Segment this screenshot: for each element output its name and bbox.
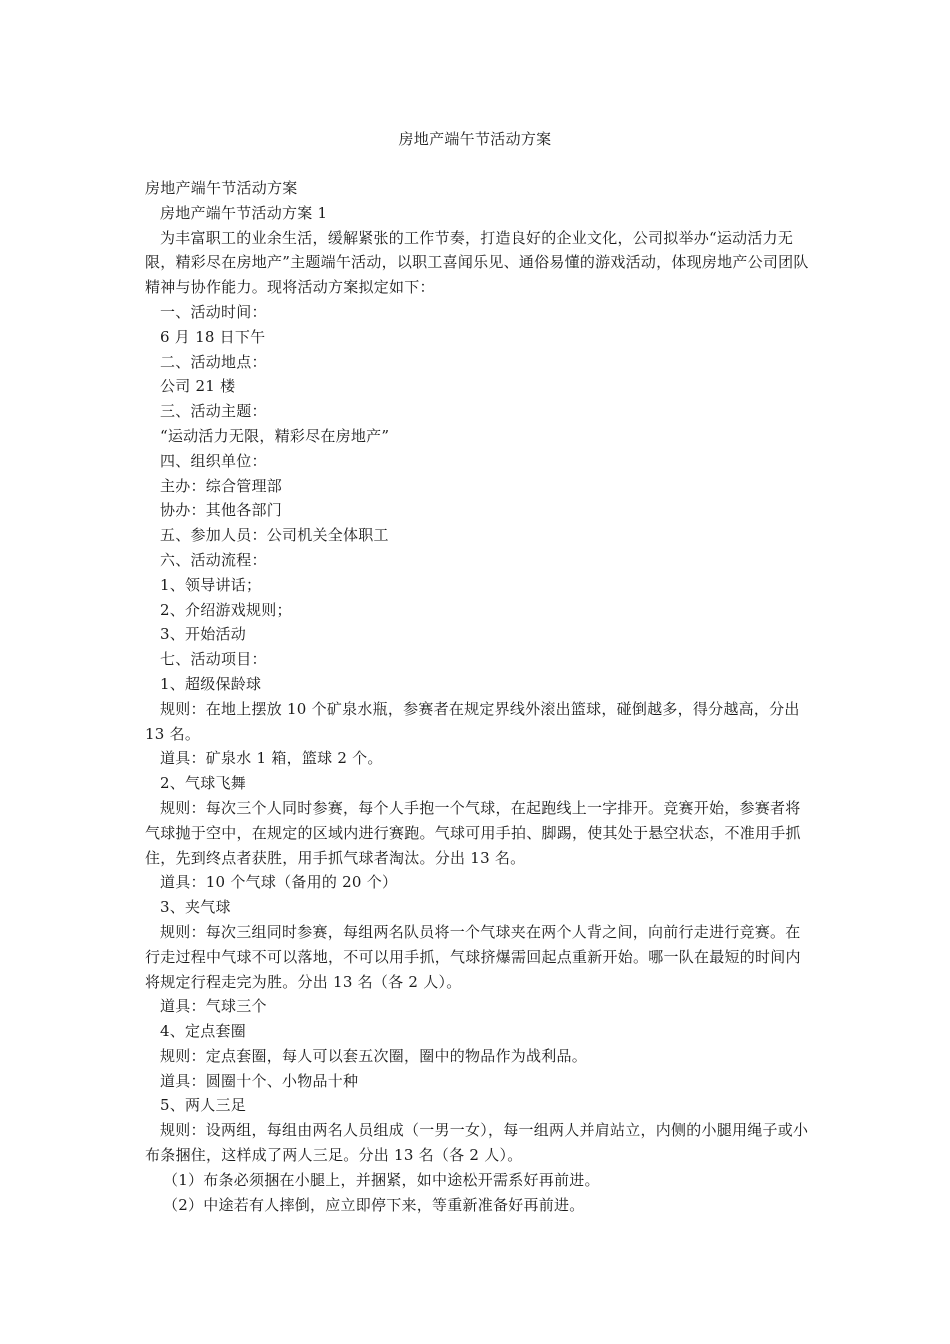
document-paragraph: 5、两人三足 [160, 1096, 247, 1115]
document-paragraph: 道具：圆圈十个、小物品十种 [160, 1071, 359, 1090]
document-body [145, 176, 810, 1217]
document-paragraph: 1、领导讲话； [160, 575, 262, 594]
document-paragraph: 四、组织单位： [160, 451, 267, 470]
document-paragraph: 规则：每次三组同时参赛，每组两名队员将一个气球夹在两个人背之间，向前行走进行竞赛。在行走过程中气球不可以落地，不可以用手抓，气球挤爆需回起点重新开始。哪一队在最短的时间内将规定行程走完为胜。分出 13 名（各 2 人）。 [145, 922, 801, 991]
document-paragraph: 3、开始活动 [160, 625, 247, 644]
document-paragraph: 规则：定点套圈，每人可以套五次圈，圈中的物品作为战利品。 [160, 1046, 588, 1065]
document-paragraph: 3、夹气球 [160, 898, 231, 917]
document-paragraph: 三、活动主题： [160, 402, 267, 421]
document-paragraph: 五、参加人员：公司机关全体职工 [160, 526, 389, 545]
document-paragraph: 房地产端午节活动方案 1 [160, 203, 328, 222]
document-paragraph: 道具：矿泉水 1 箱，篮球 2 个。 [160, 749, 383, 768]
document-paragraph: （2）中途若有人摔倒，应立即停下来，等重新准备好再前进。 [163, 1195, 585, 1214]
document-paragraph: 七、活动项目： [160, 650, 267, 669]
document-paragraph: 规则：每次三个人同时参赛，每个人手抱一个气球，在起跑线上一字排开。竞赛开始，参赛者将气球抛于空中，在规定的区域内进行赛跑。气球可用手拍、脚踢，使其处于悬空状态，不准用手抓住，先到终点者获胜，用手抓气球者淘汰。分出 13 名。 [145, 798, 801, 867]
document-paragraph: （1）布条必须捆在小腿上，并捆紧，如中途松开需系好再前进。 [163, 1170, 600, 1189]
document-paragraph: “运动活力无限，精彩尽在房地产” [160, 426, 390, 445]
document-title: 房地产端午节活动方案 [398, 130, 552, 148]
document-paragraph: 规则：设两组，每组由两名人员组成（一男一女），每一组两人并肩站立，内侧的小腿用绳子或小布条捆住，这样成了两人三足。分出 13 名（各 2 人）。 [145, 1121, 809, 1165]
document-paragraph: 一、活动时间： [160, 302, 267, 321]
document-paragraph: 为丰富职工的业余生活，缓解紧张的工作节奏，打造良好的企业文化，公司拟举办“运动活力无限，精彩尽在房地产”主题端午活动，以职工喜闻乐见、通俗易懂的游戏活动，体现房地产公司团队精神与协作能力。现将活动方案拟定如下： [145, 228, 809, 297]
document-paragraph: 道具：10 个气球（备用的 20 个） [160, 873, 398, 892]
document-paragraph: 道具：气球三个 [160, 997, 267, 1016]
document-paragraph: 二、活动地点： [160, 352, 267, 371]
document-paragraph: 公司 21 楼 [160, 377, 236, 396]
document-paragraph: 房地产端午节活动方案 [145, 179, 298, 197]
document-paragraph: 规则：在地上摆放 10 个矿泉水瓶，参赛者在规定界线外滚出篮球，碰倒越多，得分越高，分出 13 名。 [145, 699, 800, 743]
document-paragraph: 6 月 18 日下午 [160, 327, 266, 346]
document-paragraph: 4、定点套圈 [160, 1022, 247, 1041]
document-paragraph: 协办：其他各部门 [160, 501, 283, 520]
document-paragraph: 主办：综合管理部 [160, 476, 283, 495]
document-paragraph: 1、超级保龄球 [160, 674, 262, 693]
document-paragraph: 六、活动流程： [160, 550, 267, 569]
document-paragraph: 2、气球飞舞 [160, 774, 247, 793]
document-paragraph: 2、介绍游戏规则； [160, 600, 292, 619]
